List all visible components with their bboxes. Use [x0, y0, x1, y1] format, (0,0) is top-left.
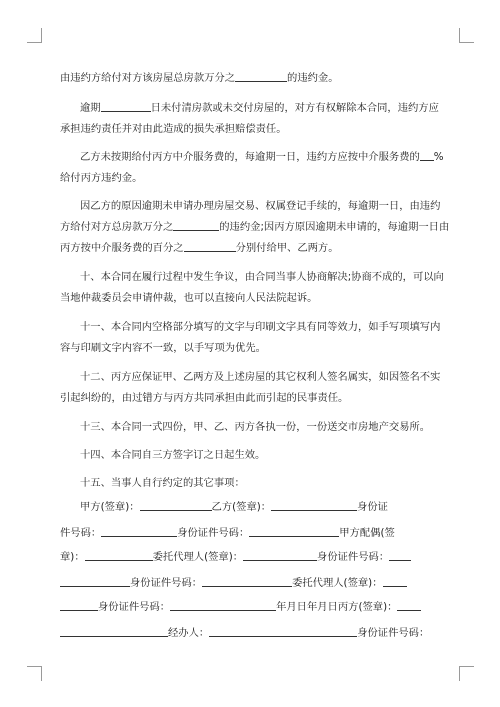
id-number-field[interactable] — [389, 550, 411, 561]
registration-clause-line-2: 方给付对方总房款万分之 的违约金;因丙方原因逾期未申请的，每逾期一日由 — [60, 221, 450, 233]
signature-line-3: 章)： 委托代理人(签章)： 身份证件号码： — [60, 550, 411, 564]
clause-12-line-1: 十二、丙方应保证甲、乙两方及上述房屋的其它权利人签名属实，如因签名不实 — [80, 371, 441, 383]
party-c-signature-field[interactable] — [397, 600, 421, 611]
signature-line-4: 身份证件号码： 委托代理人(签章)： — [60, 576, 407, 590]
blank-field[interactable] — [235, 71, 287, 82]
id-number-field[interactable] — [170, 600, 276, 611]
spouse-signature-field[interactable] — [85, 550, 153, 561]
clause-11-line-2: 容与印刷文字内容不一致，以手写项为优先。 — [60, 342, 266, 354]
clause-10-line-1: 十、本合同在履行过程中发生争议，由合同当事人协商解决;协商不成的，可以向 — [80, 271, 444, 283]
overdue-clause-line-1: 逾期 日未付清房款或未交付房屋的，对方有权解除本合同，违约方应 — [80, 102, 439, 114]
blank-field[interactable] — [101, 101, 151, 112]
id-number-field[interactable] — [60, 576, 130, 587]
agency-fee-clause-line-2: 给付丙方违约金。 — [60, 172, 143, 184]
registration-clause-line-1: 因乙方的原因逾期未申请办理房屋交易、权属登记手续的，每逾期一日，由违约 — [80, 200, 441, 212]
crop-mark-bottom-right — [459, 666, 474, 681]
id-number-field[interactable] — [249, 526, 339, 537]
party-a-signature-field[interactable] — [140, 500, 212, 511]
crop-mark-bottom-left — [27, 666, 42, 681]
signature-line-2: 件号码： 身份证件号码： 甲方配偶(签 — [60, 527, 395, 539]
signature-line-6: 经办人： 身份证件号码： — [60, 626, 429, 640]
clause-14: 十四、本合同自三方签字订之日起生效。 — [80, 449, 266, 461]
agent-signature-field[interactable] — [243, 550, 317, 561]
crop-mark-top-left — [27, 28, 42, 43]
penalty-clause-line: 由违约方给付对方该房屋总房款万分之 的违约金。 — [60, 72, 339, 84]
agency-fee-clause-line-1: 乙方未按期给付丙方中介服务费的，每逾期一日，违约方应按中介服务费的 % — [80, 151, 444, 163]
registration-clause-line-3: 丙方按中介服务费的百分之 分别付给甲、乙两方。 — [60, 242, 339, 254]
clause-13: 十三、本合同一式四份，甲、乙、丙方各执一份，一份送交市房地产交易所。 — [80, 421, 431, 433]
id-number-field[interactable] — [60, 600, 98, 611]
id-number-field[interactable] — [101, 526, 177, 537]
clause-12-line-2: 引起纠纷的，由过错方与丙方共同承担由此而引起的民事责任。 — [60, 392, 349, 404]
signature-line-1: 甲方(签章)： 乙方(签章)： 身份证 — [80, 501, 388, 513]
blank-field[interactable] — [173, 220, 219, 231]
overdue-clause-line-2: 承担违约责任并对由此造成的损失承担赔偿责任。 — [60, 123, 287, 135]
clause-11-line-1: 十一、本合同内空格部分填写的文字与印刷文字具有同等效力，如手写项填写内 — [80, 321, 441, 333]
blank-field[interactable] — [184, 241, 236, 252]
id-number-field[interactable] — [202, 576, 292, 587]
clause-15: 十五、当事人自行约定的其它事项： — [80, 477, 245, 489]
clause-10-line-2: 当地仲裁委员会申请仲裁，也可以直接向人民法院起诉。 — [60, 292, 318, 304]
blank-field[interactable] — [420, 150, 434, 161]
agent-signature-field[interactable] — [383, 576, 407, 587]
signature-line-5: 身份证件号码： 年月日年月日丙方(签章)： — [60, 600, 421, 614]
id-number-field[interactable] — [60, 626, 168, 637]
crop-mark-top-right — [459, 28, 474, 43]
party-b-signature-field[interactable] — [271, 500, 357, 511]
handler-field[interactable] — [209, 626, 357, 637]
